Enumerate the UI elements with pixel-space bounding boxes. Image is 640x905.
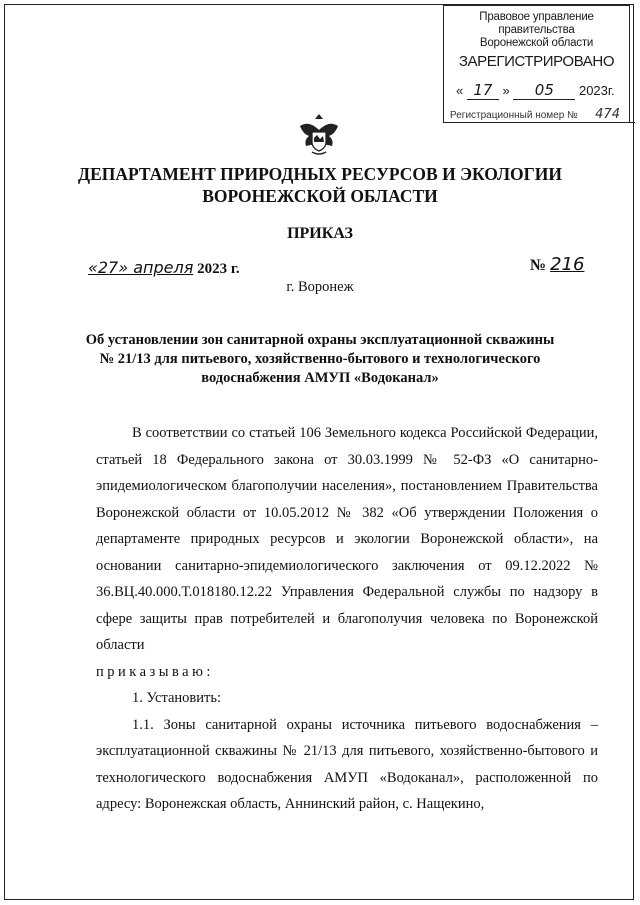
order-date: [88, 258, 240, 278]
stamp-reg-label: Регистрационный номер №: [450, 110, 578, 121]
department-title-line2: ВОРОНЕЖСКОЙ ОБЛАСТИ: [202, 186, 438, 206]
order-date-handwritten: «27» апреля: [88, 258, 194, 277]
stamp-date-close-quote: »: [502, 83, 510, 98]
item-1: 1. Установить:: [132, 690, 222, 706]
registration-stamp: [443, 5, 630, 123]
order-number-handwritten: 216: [550, 254, 585, 275]
stamp-date: [456, 81, 623, 100]
order-body: [96, 420, 598, 818]
stamp-reg-number: [450, 107, 623, 123]
stamp-date-year: 2023: [578, 83, 608, 98]
stamp-date-open-quote: «: [456, 83, 464, 98]
stamp-reg-value: 474: [581, 107, 635, 123]
stamp-status: ЗАРЕГИСТРИРОВАНО: [458, 53, 615, 70]
stamp-date-year-suffix: г.: [607, 83, 615, 98]
order-number: [530, 254, 584, 275]
order-subject: Об установлении зон санитарной охраны эксплуатационной скважины № 21/13 для питьевого, хозяйственно-бытового и технологического водоснабжения АМУП «Водоканал»: [85, 332, 555, 386]
item-1-1: 1.1. Зоны санитарной охраны источника питьевого водоснабжения – эксплуатационной скважины № 21/13 для питьевого, хозяйственно-бытового и технологического водоснабжения АМУП «Водоканал», расположенной по адресу: Воронежская область, Аннинский район, с. Нащекино,: [96, 716, 598, 812]
stamp-authority: [444, 11, 629, 50]
order-date-year: 2023 г.: [197, 261, 240, 277]
stamp-date-month: 05: [513, 81, 575, 100]
order-word: приказываю:: [96, 663, 214, 680]
stamp-date-day: 17: [467, 81, 499, 100]
department-title-line1: ДЕПАРТАМЕНТ ПРИРОДНЫХ РЕСУРСОВ И ЭКОЛОГИИ: [78, 164, 562, 184]
coat-of-arms-icon: [296, 112, 342, 158]
department-title: [60, 163, 580, 207]
preamble-paragraph: В соответствии со статьей 106 Земельного кодекса Российской Федерации, статьей 18 Федерального закона от 30.03.1999 № 52-ФЗ «О санитарно-эпидемиологическом благополучии населения», постановлением Правительства Воронежской области от 10.05.2012 № 382 «Об утверждении Положения о департаменте природных ресурсов и экологии Воронежской области», на основании санитарно-эпидемиологического заключения от 09.12.2022 № 36.ВЦ.40.000.Т.018180.12.22 Управления Федеральной службы по надзору в сфере защиты прав потребителей и благополучия человека по Воронежской области: [96, 425, 598, 653]
document-type: ПРИКАЗ: [287, 225, 353, 242]
city: г. Воронеж: [286, 279, 354, 295]
stamp-authority-line2: Воронежской области: [479, 37, 594, 49]
stamp-authority-line1: Правовое управление правительства: [479, 11, 594, 36]
order-number-label: №: [530, 257, 547, 274]
